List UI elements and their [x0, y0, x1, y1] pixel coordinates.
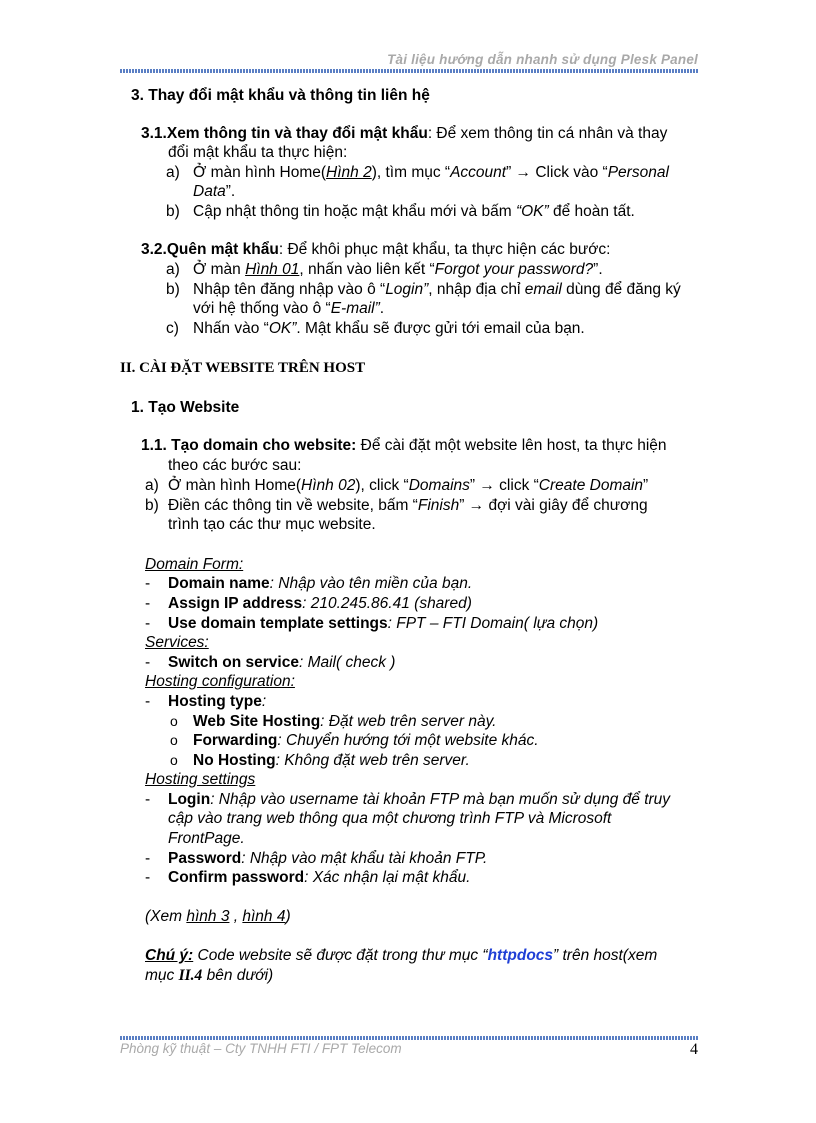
sub-bullet: o: [170, 732, 178, 748]
login-item: Login: Nhập vào username tài khoản FTP mà bạn muốn sử dụng để truy: [168, 791, 671, 808]
section-3-1-item-b-marker: b): [166, 203, 180, 220]
sub-bullet: o: [170, 713, 178, 729]
switch-on-service-item: Switch on service: Mail( check ): [168, 654, 396, 671]
footer-text: Phòng kỹ thuật – Cty TNHH FTI / FPT Telecom: [120, 1041, 402, 1056]
section-3-2-item-c-marker: c): [166, 320, 179, 337]
hosting-config-label: Hosting configuration:: [145, 673, 295, 690]
section-3-2-item-b-line2: với hệ thống vào ô “E-mail”.: [193, 300, 385, 317]
section-1-1-item-a-marker: a): [145, 477, 159, 494]
section-3-1-line1: [141, 124, 667, 143]
page-number: 4: [690, 1041, 698, 1058]
section-3-1-item-a-line2: Data”.: [193, 183, 236, 200]
section-3-2-item-c: Nhấn vào “OK”. Mật khẩu sẽ được gửi tới email của bạn.: [193, 320, 585, 337]
services-label: Services:: [145, 634, 209, 651]
list-bullet: -: [145, 693, 151, 710]
link-hinh-01[interactable]: Hình 01: [245, 261, 300, 278]
section-1-1-item-b-marker: b): [145, 497, 159, 514]
footer-rule: [120, 1036, 698, 1040]
section-3-1-title: 3.1.Xem thông tin và thay đổi mật khẩu: [141, 125, 428, 142]
password-item: Password: Nhập vào mật khẩu tài khoản FTP.: [168, 850, 488, 867]
section-1-heading: 1. Tạo Website: [131, 399, 240, 416]
section-3-1-line2: đổi mật khẩu ta thực hiện:: [168, 144, 348, 161]
list-bullet: -: [145, 595, 151, 612]
forwarding-item: Forwarding: Chuyển hướng tới một website khác.: [193, 732, 539, 749]
list-bullet: -: [145, 575, 151, 592]
list-bullet: -: [145, 615, 151, 632]
section-3-2-item-b: Nhập tên đăng nhập vào ô “Login”, nhập địa chỉ email dùng để đăng ký: [193, 281, 681, 298]
section-3-1-item-b: Cập nhật thông tin hoặc mật khẩu mới và bấm “OK” để hoàn tất.: [193, 203, 635, 220]
httpdocs-dir: httpdocs: [487, 947, 554, 964]
section-3-2-item-a: Ở màn Hình 01, nhấn vào liên kết “Forgot your password?”.: [193, 261, 603, 278]
login-item-line2: cập vào trang web thông qua một chương trình FTP và Microsoft: [168, 810, 612, 827]
section-1-1-title: 1.1. Tạo domain cho website:: [141, 437, 357, 454]
header-title: Tài liệu hướng dẫn nhanh sử dụng Plesk Panel: [387, 52, 698, 67]
see-figures: (Xem hình 3 , hình 4): [145, 908, 291, 925]
confirm-password-item: Confirm password: Xác nhận lại mật khẩu.: [168, 869, 471, 886]
page-header: [120, 50, 698, 74]
hosting-settings-label: Hosting settings: [145, 771, 256, 788]
section-1-1-line2: theo các bước sau:: [168, 457, 302, 474]
domain-template-item: Use domain template settings: FPT – FTI Domain( lựa chọn): [168, 615, 599, 632]
section-3-2-item-b-marker: b): [166, 281, 180, 298]
list-bullet: -: [145, 850, 151, 867]
section-1-1-item-a: Ở màn hình Home(Hình 02), click “Domains” → click “Create Domain”: [168, 477, 649, 494]
section-3-2-item-a-marker: a): [166, 261, 180, 278]
domain-name-item: Domain name: Nhập vào tên miền của bạn.: [168, 575, 473, 592]
section-3-1-item-a: Ở màn hình Home(Hình 2), tìm mục “Account” → Click vào “Personal: [193, 164, 669, 181]
section-1-1-line1: 1.1. Tạo domain cho website: Để cài đặt một website lên host, ta thực hiện: [141, 437, 667, 454]
header-rule: [120, 69, 698, 73]
hosting-type-item: Hosting type:: [168, 693, 267, 710]
no-hosting-item: No Hosting: Không đặt web trên server.: [193, 752, 470, 769]
domain-form-label: Domain Form:: [145, 556, 244, 573]
section-1-1-item-b: Điền các thông tin về website, bấm “Finish” → đợi vài giây để chương: [168, 497, 648, 514]
note-line1: Chú ý: Code website sẽ được đặt trong thư mục “httpdocs” trên host(xem: [145, 947, 658, 964]
list-bullet: -: [145, 869, 151, 886]
assign-ip-item: Assign IP address: 210.245.86.41 (shared): [168, 595, 472, 612]
link-hinh-3[interactable]: hình 3: [186, 908, 230, 925]
section-1-1-item-b-line2: trình tạo các thư mục website.: [168, 516, 376, 533]
note-label: Chú ý:: [145, 947, 194, 964]
section-3-1-item-a-marker: a): [166, 164, 180, 181]
link-hinh-4[interactable]: hình 4: [242, 908, 286, 925]
login-item-line3: FrontPage.: [168, 830, 245, 847]
section-3-1-text: : Để xem thông tin cá nhân và thay: [427, 125, 668, 142]
section-3-heading: 3. Thay đổi mật khẩu và thông tin liên hệ: [131, 87, 430, 104]
list-bullet: -: [145, 791, 151, 808]
note-line2: mục II.4 bên dưới): [145, 967, 274, 984]
section-3-2-line1: 3.2.Quên mật khẩu: Để khôi phục mật khẩu, ta thực hiện các bước:: [141, 241, 611, 258]
link-hinh-2[interactable]: Hình 2: [326, 164, 372, 181]
sub-bullet: o: [170, 752, 178, 768]
section-3-2-title: 3.2.Quên mật khẩu: [141, 241, 279, 258]
section-II-heading: II. CÀI ĐẶT WEBSITE TRÊN HOST: [120, 360, 366, 376]
web-site-hosting-item: Web Site Hosting: Đặt web trên server này.: [193, 713, 497, 730]
list-bullet: -: [145, 654, 151, 671]
